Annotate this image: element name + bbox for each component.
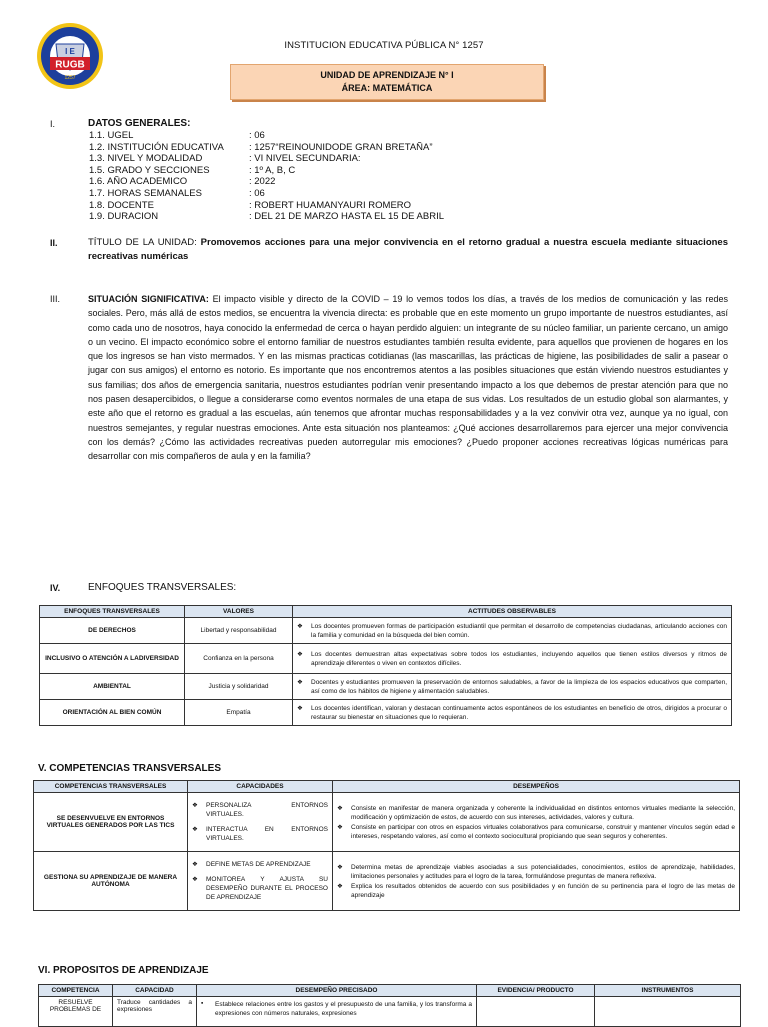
unit-title-box: [230, 64, 544, 100]
bullet-text: INTERACTUA EN ENTORNOS VIRTUALES.: [206, 826, 328, 842]
competencia-desempenos: [333, 852, 740, 911]
proposito-competencia: RESUELVE PROBLEMAS DE: [39, 997, 113, 1027]
datos-row: [89, 211, 444, 223]
datos-value: : 1º A, B, C: [249, 164, 296, 176]
enfoque-actitud: [293, 674, 732, 700]
diamond-bullet-icon: ❖: [192, 861, 198, 868]
datos-generales-list: [89, 130, 444, 223]
logo-text: RUGB: [55, 59, 85, 71]
enfoques-table: [39, 605, 732, 726]
diamond-bullet-icon: ❖: [297, 622, 303, 630]
competencia-capacidades: [188, 793, 333, 852]
bullet-text: MONITOREA Y AJUSTA SU DESEMPEÑO DURANTE EL PROCESO DE APRENDIZAJE: [206, 876, 328, 901]
datos-key: 1.5. GRADO Y SECCIONES: [89, 164, 210, 176]
section-1-title: DATOS GENERALES:: [88, 118, 191, 129]
school-name: INSTITUCION EDUCATIVA PÚBLICA N° 1257: [284, 40, 484, 51]
proposito-evidencia: [477, 997, 595, 1027]
table-row: [40, 644, 732, 674]
diamond-bullet-icon: ❖: [297, 678, 303, 686]
logo-number: 1257: [64, 75, 76, 81]
bullet-text: Los docentes promueven formas de participación estudiantil que permitan el desarrollo de competencias ciudadanas, articulando acciones con la familia y comunidad en la búsqueda del bien común.: [311, 622, 727, 639]
bullet-icon: ▪: [201, 1000, 204, 1007]
table-row: [34, 793, 740, 852]
diamond-bullet-icon: ❖: [337, 882, 343, 890]
table-row: [40, 674, 732, 700]
competencias-table: [33, 780, 740, 911]
enfoques-header-3: ACTITUDES OBSERVABLES: [293, 606, 732, 618]
table-row: [34, 852, 740, 911]
datos-value: : VI NIVEL SECUNDARIA:: [249, 153, 361, 165]
unit-title: UNIDAD DE APRENDIZAJE N° I: [320, 70, 454, 80]
bullet-item: [337, 823, 735, 841]
competencia-name: GESTIONA SU APRENDIZAJE DE MANERA AUTÓNOMA: [34, 852, 188, 911]
unit-area: ÁREA: MATEMÁTICA: [341, 83, 433, 93]
datos-value: : 2022: [249, 176, 276, 188]
bullet-item: [192, 825, 328, 843]
datos-row: [89, 153, 444, 165]
section-5-title: V. COMPETENCIAS TRANSVERSALES: [38, 763, 221, 774]
enfoque-valor: Justicia y solidaridad: [185, 674, 293, 700]
school-logo: [36, 22, 104, 90]
enfoque-name: AMBIENTAL: [40, 674, 185, 700]
datos-key: 1.3. NIVEL Y MODALIDAD: [89, 153, 203, 165]
datos-value: : 06: [249, 130, 265, 141]
bullet-item: [297, 678, 727, 696]
enfoque-actitud: [293, 700, 732, 726]
bullet-text: Los docentes identifican, valoran y destacan continuamente actos espontáneos de los estudiantes en beneficio de otros, dirigidos a procurar o restaurar su bienestar en situaciones que lo requieran.: [311, 704, 727, 721]
bullet-item: [297, 704, 727, 722]
unit-title-text: Promovemos acciones para una mejor convivencia en el retorno gradual a nuestra escuela mediante situaciones recreativas numéricas: [88, 237, 728, 262]
bullet-item: [297, 650, 727, 668]
propositos-table: [38, 984, 741, 1027]
unit-title-paragraph: [88, 236, 728, 264]
proposito-capacidad: Traduce cantidades a expresiones: [113, 997, 197, 1027]
bullet-item: [192, 801, 328, 819]
datos-key: 1.6. AÑO ACADEMICO: [89, 176, 188, 188]
bullet-text: Determina metas de aprendizaje viables asociadas a sus potencialidades, conocimientos, estilos de aprendizaje, habilidades, limitaciones personales y actitudes para el logro de la tarea, formulándose preguntas de manera reflexiva.: [351, 863, 735, 880]
datos-row: [89, 165, 444, 177]
datos-key: 1.9. DURACION: [89, 211, 159, 223]
datos-key: 1.2. INSTITUCIÓN EDUCATIVA: [89, 141, 224, 153]
datos-value: : ROBERT HUAMANYAURI ROMERO: [249, 199, 412, 211]
section-3-number: III.: [50, 294, 61, 304]
propositos-header-2: CAPACIDAD: [113, 985, 197, 997]
propositos-header-5: INSTRUMENTOS: [595, 985, 741, 997]
diamond-bullet-icon: ❖: [297, 650, 303, 658]
proposito-instrumentos: [595, 997, 741, 1027]
diamond-bullet-icon: ❖: [297, 704, 303, 712]
table-row: [40, 700, 732, 726]
situacion-paragraph: [88, 292, 728, 464]
section-2-number: II.: [50, 238, 58, 248]
enfoque-valor: Confianza en la persona: [185, 644, 293, 674]
bullet-item: [337, 882, 735, 900]
competencia-desempenos: [333, 793, 740, 852]
bullet-item: [337, 863, 735, 881]
bullet-item: [337, 804, 735, 822]
section-1-number: I.: [50, 119, 56, 129]
bullet-item: [192, 875, 328, 902]
bullet-item: [297, 622, 727, 640]
propositos-header-4: EVIDENCIA/ PRODUCTO: [477, 985, 595, 997]
diamond-bullet-icon: ❖: [192, 802, 198, 809]
enfoque-name: DE DERECHOS: [40, 618, 185, 644]
competencia-name: SE DESENVUELVE EN ENTORNOS VIRTUALES GENERADOS POR LAS TICS: [34, 793, 188, 852]
propositos-header-1: COMPETENCIA: [39, 985, 113, 997]
diamond-bullet-icon: ❖: [337, 804, 343, 812]
datos-key: 1.7. HORAS SEMANALES: [89, 187, 202, 199]
bullet-text: PERSONALIZA ENTORNOS VIRTUALES.: [206, 802, 328, 818]
bullet-text: DEFINE METAS DE APRENDIZAJE: [206, 861, 311, 868]
enfoque-valor: Libertad y responsabilidad: [185, 618, 293, 644]
datos-value: : 06: [249, 187, 265, 199]
situacion-label: SITUACIÓN SIGNIFICATIVA:: [88, 294, 209, 304]
datos-row: [89, 176, 444, 188]
enfoque-actitud: [293, 644, 732, 674]
bullet-text: Consiste en participar con otros en espacios virtuales colaborativos para comunicarse, construir y mantener vínculos según edad e intereses, respetando valores, así como el contexto sociocultural propiciando que sean seguros y coherentes.: [351, 823, 735, 840]
enfoque-name: INCLUSIVO O ATENCIÓN A LADIVERSIDAD: [40, 644, 185, 674]
datos-row: [89, 130, 444, 142]
section-6-title: VI. PROPOSITOS DE APRENDIZAJE: [38, 965, 209, 976]
competencias-header-3: DESEMPEÑOS: [333, 781, 740, 793]
enfoque-name: ORIENTACIÓN AL BIEN COMÚN: [40, 700, 185, 726]
competencia-capacidades: [188, 852, 333, 911]
enfoque-actitud: [293, 618, 732, 644]
diamond-bullet-icon: ❖: [337, 823, 343, 831]
diamond-bullet-icon: ❖: [337, 863, 343, 871]
competencias-header-2: CAPACIDADES: [188, 781, 333, 793]
situacion-text: El impacto visible y directo de la COVID – 19 lo vemos todos los días, a través de los medios de comunicación y las redes sociales. Pero, más allá de estos medios, se encuentra la vivencia directa: es probable que en este momento un grupo importante de nuestros estudiantes, así como cada uno de nosotros, haya conocido la enfermedad de cerca o hayan perdido alguien: un integrante de su núcleo familiar, un pariente cercano, un amigo o un vecino. El impacto económico sobre el entorno familiar de nuestros estudiantes también resulta evidente, para aquellos que provienen de hogares en los que los ingresos se han visto mermados. Y en las mismas practicas cotidianas (las mascarillas, las prácticas de higiene, las posibilidades de salir a pasear o jugar con sus amigos) el entorno es notorio. Es importante que nos encontremos atentos a las posibles situaciones que están viviendo nuestros estudiantes y sus familias; dos años de emergencia sanitaria, nuestros estudiantes podrían venir presentando impacto a los que debemos de prestar atención para que no nos pasen desapercibidos, o llegue a considerarse como eventos normales de una etapa de sus vidas. Los resultados de un estudio global son alarmantes, y este año que el retorno es gradual a las escuelas, aún tenemos que afrontar muchas responsabilidades y a la vez convivir otra vez, aunque ya no igual, con nuestros semejantes, y regular nuestras emociones. Ante esta situación nos planteamos: ¿Qué acciones desarrollaremos para ejercer una mejor convivencia con los demás? ¿Cómo las actividades recreativas pueden autorregular mis emociones? ¿Puedo proponer acciones recreativas lógicas numéricas para desarrollar con mis compañeros de aula y en la familia?: [88, 294, 728, 462]
datos-row: [89, 142, 444, 154]
bullet-text: Consiste en manifestar de manera organizada y coherente la individualidad en distintos entornos virtuales mediante la selección, modificación y optimización de estos, de acuerdo con sus intereses, actividades, valores y cultura.: [351, 804, 735, 821]
bullet-text: Explica los resultados obtenidos de acuerdo con sus posibilidades y en función de su pertinencia para el logro de las metas de aprendizaje: [351, 882, 735, 899]
unit-title-label: TÍTULO DE LA UNIDAD:: [88, 237, 197, 248]
datos-value: : DEL 21 DE MARZO HASTA EL 15 DE ABRIL: [249, 211, 444, 223]
proposito-desempeno-cell: [197, 997, 477, 1027]
datos-row: [89, 188, 444, 200]
diamond-bullet-icon: ❖: [192, 876, 198, 883]
section-4-number: IV.: [50, 583, 61, 593]
datos-row: [89, 200, 444, 212]
enfoque-valor: Empatía: [185, 700, 293, 726]
table-row: [40, 618, 732, 644]
logo-letters: I E: [65, 47, 75, 56]
bullet-text: Docentes y estudiantes promueven la preservación de entornos saludables, a favor de la limpieza de los espacios educativos que comparten, así como de los hábitos de higiene y alimentación saludables.: [311, 678, 727, 695]
enfoques-header-1: ENFOQUES TRANSVERSALES: [40, 606, 185, 618]
section-4-title: ENFOQUES TRANSVERSALES:: [88, 582, 237, 593]
datos-value: : 1257“REINOUNIDODE GRAN BRETAÑA”: [249, 141, 433, 153]
diamond-bullet-icon: ❖: [192, 826, 198, 833]
propositos-header-3: DESEMPEÑO PRECISADO: [197, 985, 477, 997]
bullet-text: Los docentes demuestran altas expectativas sobre todos los estudiantes, incluyendo aquellos que tienen estilos diversos y ritmos de aprendizaje diferentes o viven en contextos difíciles.: [311, 650, 727, 667]
datos-key: 1.8. DOCENTE: [89, 199, 154, 211]
datos-key: 1.1. UGEL: [89, 130, 134, 141]
enfoques-header-2: VALORES: [185, 606, 293, 618]
competencias-header-1: COMPETENCIAS TRANSVERSALES: [34, 781, 188, 793]
proposito-desempeno: Establece relaciones entre los gastos y el presupuesto de una familia, y los transforma a expresiones con números naturales, expresiones: [215, 1001, 472, 1017]
bullet-item: [192, 860, 328, 869]
